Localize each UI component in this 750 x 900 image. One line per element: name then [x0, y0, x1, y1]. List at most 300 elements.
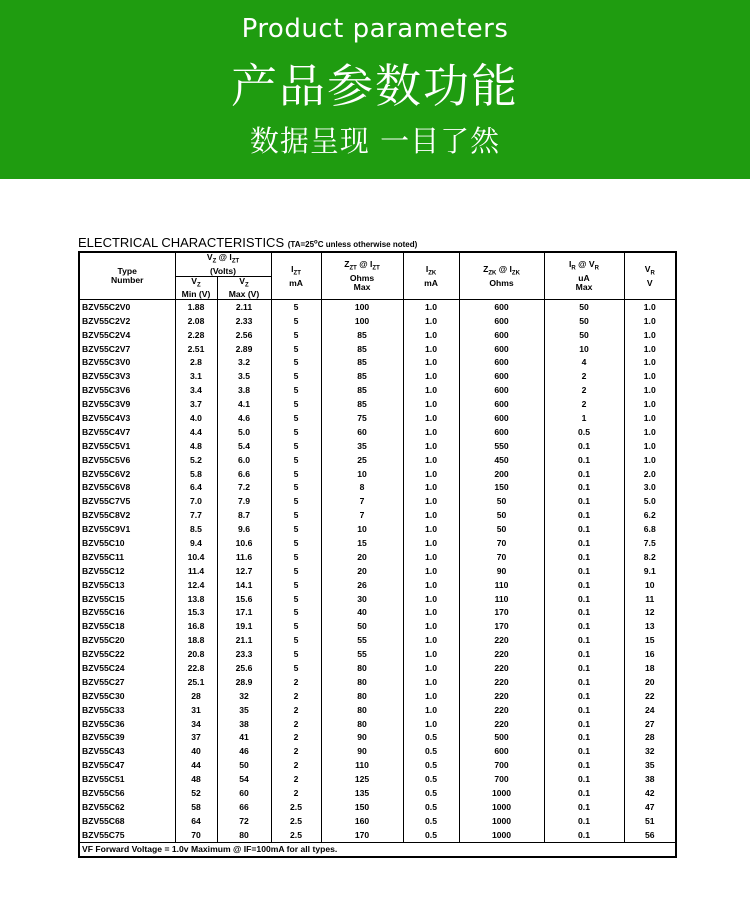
table-row — [79, 592, 676, 606]
cell-type: BZV55C18 — [79, 620, 175, 634]
cell-vz-max: 5.4 — [217, 439, 271, 453]
cell-vr: 1.0 — [624, 425, 676, 439]
table-row — [79, 537, 676, 551]
cell-zzt: 90 — [321, 731, 403, 745]
cell-izk: 1.0 — [403, 564, 459, 578]
cell-type: BZV55C12 — [79, 564, 175, 578]
cell-vr: 38 — [624, 773, 676, 787]
cell-izk: 1.0 — [403, 550, 459, 564]
cell-vz-min: 31 — [175, 703, 217, 717]
cell-zzk: 70 — [459, 550, 544, 564]
cell-izk: 1.0 — [403, 606, 459, 620]
cell-vz-max: 38 — [217, 717, 271, 731]
cell-zzt: 85 — [321, 384, 403, 398]
cell-izt: 5 — [271, 398, 321, 412]
cell-izt: 5 — [271, 606, 321, 620]
cell-vr: 51 — [624, 814, 676, 828]
cell-type: BZV55C10 — [79, 537, 175, 551]
cell-izt: 5 — [271, 342, 321, 356]
cell-vr: 27 — [624, 717, 676, 731]
cell-izk: 1.0 — [403, 412, 459, 426]
cell-vz-max: 10.6 — [217, 537, 271, 551]
cell-vz-min: 2.28 — [175, 328, 217, 342]
cell-izt: 5 — [271, 550, 321, 564]
cell-izk: 1.0 — [403, 634, 459, 648]
table-row — [79, 675, 676, 689]
cell-izk: 1.0 — [403, 384, 459, 398]
cell-ir: 0.1 — [544, 606, 624, 620]
cell-zzt: 10 — [321, 467, 403, 481]
cell-izt: 5 — [271, 328, 321, 342]
cell-zzt: 15 — [321, 537, 403, 551]
table-row — [79, 606, 676, 620]
cell-type: BZV55C47 — [79, 759, 175, 773]
cell-type: BZV55C62 — [79, 801, 175, 815]
cell-izt: 5 — [271, 662, 321, 676]
cell-vz-max: 2.56 — [217, 328, 271, 342]
table-row — [79, 717, 676, 731]
cell-zzt: 26 — [321, 578, 403, 592]
col-zzk: $Z_{ZK}$ @ $I_{ZK}$ Ohms — [459, 252, 544, 300]
cell-zzk: 600 — [459, 425, 544, 439]
col-vz-min: $V_Z$ Min (V) — [175, 276, 217, 300]
cell-vr: 6.2 — [624, 509, 676, 523]
cell-izk: 0.5 — [403, 745, 459, 759]
cell-zzk: 220 — [459, 717, 544, 731]
cell-vr: 2.0 — [624, 467, 676, 481]
cell-vz-max: 9.6 — [217, 523, 271, 537]
cell-vz-min: 6.4 — [175, 481, 217, 495]
cell-vz-min: 4.8 — [175, 439, 217, 453]
cell-vz-min: 20.8 — [175, 648, 217, 662]
table-row — [79, 814, 676, 828]
cell-izk: 1.0 — [403, 689, 459, 703]
cell-vr: 56 — [624, 828, 676, 842]
cell-vz-min: 28 — [175, 689, 217, 703]
cell-ir: 0.1 — [544, 495, 624, 509]
cell-izk: 1.0 — [403, 481, 459, 495]
cell-izt: 5 — [271, 370, 321, 384]
cell-vz-max: 2.11 — [217, 300, 271, 314]
cell-izk: 1.0 — [403, 648, 459, 662]
table-row — [79, 398, 676, 412]
cell-izk: 1.0 — [403, 300, 459, 314]
cell-izt: 5 — [271, 537, 321, 551]
cell-vr: 1.0 — [624, 412, 676, 426]
cell-zzk: 1000 — [459, 814, 544, 828]
cell-vr: 15 — [624, 634, 676, 648]
cell-vz-min: 5.8 — [175, 467, 217, 481]
cell-izk: 1.0 — [403, 578, 459, 592]
cell-vz-min: 11.4 — [175, 564, 217, 578]
cell-izt: 5 — [271, 648, 321, 662]
cell-type: BZV55C39 — [79, 731, 175, 745]
cell-izt: 5 — [271, 620, 321, 634]
cell-zzk: 1000 — [459, 787, 544, 801]
cell-vz-min: 40 — [175, 745, 217, 759]
table-row — [79, 662, 676, 676]
table-row — [79, 745, 676, 759]
cell-vz-max: 8.7 — [217, 509, 271, 523]
cell-zzk: 220 — [459, 634, 544, 648]
table-row — [79, 412, 676, 426]
cell-vz-max: 2.33 — [217, 314, 271, 328]
cell-type: BZV55C2V4 — [79, 328, 175, 342]
cell-izt: 2.5 — [271, 828, 321, 842]
cell-type: BZV55C2V2 — [79, 314, 175, 328]
cell-vz-min: 10.4 — [175, 550, 217, 564]
cell-vz-min: 22.8 — [175, 662, 217, 676]
cell-ir: 0.1 — [544, 731, 624, 745]
cell-vz-min: 64 — [175, 814, 217, 828]
cell-zzt: 160 — [321, 814, 403, 828]
banner-title-cn: 产品参数功能 — [231, 59, 519, 113]
cell-izk: 1.0 — [403, 537, 459, 551]
cell-izt: 5 — [271, 439, 321, 453]
cell-zzt: 80 — [321, 703, 403, 717]
cell-vz-min: 58 — [175, 801, 217, 815]
cell-vz-min: 7.0 — [175, 495, 217, 509]
cell-ir: 0.1 — [544, 759, 624, 773]
cell-zzt: 80 — [321, 662, 403, 676]
cell-zzk: 500 — [459, 731, 544, 745]
cell-vr: 10 — [624, 578, 676, 592]
cell-type: BZV55C5V6 — [79, 453, 175, 467]
table-body — [79, 300, 676, 843]
cell-vz-max: 12.7 — [217, 564, 271, 578]
cell-vz-max: 35 — [217, 703, 271, 717]
table-row — [79, 773, 676, 787]
cell-ir: 0.1 — [544, 662, 624, 676]
table-heading — [78, 235, 675, 251]
cell-zzt: 100 — [321, 300, 403, 314]
cell-vz-min: 44 — [175, 759, 217, 773]
cell-vz-min: 16.8 — [175, 620, 217, 634]
col-vz-max: $V_Z$ Max (V) — [217, 276, 271, 300]
cell-vr: 1.0 — [624, 328, 676, 342]
cell-izt: 5 — [271, 412, 321, 426]
cell-ir: 0.1 — [544, 453, 624, 467]
cell-izk: 1.0 — [403, 523, 459, 537]
cell-ir: 0.1 — [544, 801, 624, 815]
cell-zzt: 85 — [321, 398, 403, 412]
cell-vr: 20 — [624, 675, 676, 689]
cell-izk: 1.0 — [403, 370, 459, 384]
cell-ir: 0.1 — [544, 634, 624, 648]
cell-vr: 8.2 — [624, 550, 676, 564]
cell-zzt: 85 — [321, 342, 403, 356]
cell-zzk: 110 — [459, 578, 544, 592]
cell-zzt: 100 — [321, 314, 403, 328]
cell-izk: 0.5 — [403, 828, 459, 842]
cell-zzk: 150 — [459, 481, 544, 495]
cell-vz-max: 17.1 — [217, 606, 271, 620]
cell-izt: 2.5 — [271, 814, 321, 828]
cell-vr: 22 — [624, 689, 676, 703]
cell-vz-max: 6.6 — [217, 467, 271, 481]
cell-zzk: 600 — [459, 314, 544, 328]
cell-izt: 2 — [271, 675, 321, 689]
cell-zzk: 50 — [459, 523, 544, 537]
table-row — [79, 453, 676, 467]
cell-ir: 50 — [544, 328, 624, 342]
col-group-vz: $V_Z$ @ $I_{ZT}$ (Volts) — [175, 252, 271, 276]
cell-type: BZV55C6V8 — [79, 481, 175, 495]
cell-zzk: 170 — [459, 620, 544, 634]
cell-zzt: 85 — [321, 370, 403, 384]
cell-ir: 50 — [544, 300, 624, 314]
cell-izt: 5 — [271, 495, 321, 509]
cell-ir: 0.1 — [544, 537, 624, 551]
cell-izt: 5 — [271, 564, 321, 578]
table-row — [79, 328, 676, 342]
cell-zzk: 220 — [459, 675, 544, 689]
cell-vz-min: 52 — [175, 787, 217, 801]
electrical-characteristics-table — [78, 251, 677, 858]
cell-izt: 2 — [271, 759, 321, 773]
cell-ir: 0.1 — [544, 675, 624, 689]
cell-ir: 0.1 — [544, 481, 624, 495]
cell-vz-max: 3.8 — [217, 384, 271, 398]
col-izt: $I_{ZT}$ mA — [271, 252, 321, 300]
cell-type: BZV55C16 — [79, 606, 175, 620]
cell-zzt: 80 — [321, 675, 403, 689]
cell-zzt: 10 — [321, 523, 403, 537]
cell-vz-max: 5.0 — [217, 425, 271, 439]
cell-vz-max: 7.2 — [217, 481, 271, 495]
cell-vr: 28 — [624, 731, 676, 745]
cell-ir: 0.1 — [544, 703, 624, 717]
cell-zzt: 7 — [321, 495, 403, 509]
cell-type: BZV55C4V3 — [79, 412, 175, 426]
cell-vr: 47 — [624, 801, 676, 815]
cell-type: BZV55C7V5 — [79, 495, 175, 509]
cell-ir: 2 — [544, 384, 624, 398]
cell-vr: 7.5 — [624, 537, 676, 551]
cell-vz-max: 4.6 — [217, 412, 271, 426]
cell-izt: 5 — [271, 467, 321, 481]
cell-izk: 1.0 — [403, 467, 459, 481]
cell-vr: 1.0 — [624, 356, 676, 370]
cell-izk: 0.5 — [403, 731, 459, 745]
cell-izt: 2 — [271, 703, 321, 717]
cell-izt: 5 — [271, 578, 321, 592]
col-type-number: Type Number — [79, 252, 175, 300]
cell-zzt: 150 — [321, 801, 403, 815]
cell-izt: 5 — [271, 453, 321, 467]
cell-ir: 4 — [544, 356, 624, 370]
cell-zzt: 30 — [321, 592, 403, 606]
cell-zzk: 600 — [459, 745, 544, 759]
cell-ir: 0.1 — [544, 717, 624, 731]
cell-zzt: 40 — [321, 606, 403, 620]
table-row — [79, 523, 676, 537]
cell-ir: 0.1 — [544, 592, 624, 606]
cell-izk: 0.5 — [403, 814, 459, 828]
header-banner — [0, 0, 750, 179]
cell-izt: 5 — [271, 592, 321, 606]
table-row — [79, 578, 676, 592]
cell-vr: 1.0 — [624, 439, 676, 453]
table-row — [79, 356, 676, 370]
cell-izt: 5 — [271, 481, 321, 495]
cell-zzk: 1000 — [459, 801, 544, 815]
cell-ir: 0.1 — [544, 578, 624, 592]
cell-ir: 50 — [544, 314, 624, 328]
cell-izk: 1.0 — [403, 398, 459, 412]
cell-izk: 0.5 — [403, 773, 459, 787]
cell-vr: 1.0 — [624, 453, 676, 467]
cell-ir: 0.1 — [544, 564, 624, 578]
forward-voltage-note: VF Forward Voltage = 1.0v Maximum @ IF=100mA for all types. — [79, 843, 676, 858]
cell-zzt: 170 — [321, 828, 403, 842]
cell-vr: 1.0 — [624, 314, 676, 328]
cell-zzt: 80 — [321, 689, 403, 703]
cell-type: BZV55C8V2 — [79, 509, 175, 523]
cell-zzk: 220 — [459, 648, 544, 662]
cell-izt: 5 — [271, 425, 321, 439]
cell-vr: 16 — [624, 648, 676, 662]
cell-vz-max: 2.89 — [217, 342, 271, 356]
cell-izk: 1.0 — [403, 328, 459, 342]
cell-izt: 2 — [271, 717, 321, 731]
table-row — [79, 759, 676, 773]
table-row — [79, 439, 676, 453]
cell-type: BZV55C3V6 — [79, 384, 175, 398]
cell-zzt: 75 — [321, 412, 403, 426]
cell-izt: 2 — [271, 773, 321, 787]
banner-subtitle: 数据呈现 一目了然 — [249, 124, 501, 158]
cell-zzk: 220 — [459, 703, 544, 717]
cell-zzt: 7 — [321, 509, 403, 523]
cell-vz-max: 32 — [217, 689, 271, 703]
cell-izk: 1.0 — [403, 717, 459, 731]
cell-vr: 35 — [624, 759, 676, 773]
table-row — [79, 564, 676, 578]
cell-vz-min: 18.8 — [175, 634, 217, 648]
table-row — [79, 620, 676, 634]
table-row — [79, 634, 676, 648]
banner-title-en: Product parameters — [241, 14, 509, 44]
cell-vz-min: 15.3 — [175, 606, 217, 620]
cell-izk: 0.5 — [403, 759, 459, 773]
cell-vz-min: 3.4 — [175, 384, 217, 398]
cell-zzk: 50 — [459, 509, 544, 523]
cell-izk: 1.0 — [403, 495, 459, 509]
table-row — [79, 467, 676, 481]
cell-zzk: 90 — [459, 564, 544, 578]
cell-izt: 5 — [271, 523, 321, 537]
cell-vr: 13 — [624, 620, 676, 634]
table-row — [79, 314, 676, 328]
cell-type: BZV55C2V7 — [79, 342, 175, 356]
cell-vz-max: 41 — [217, 731, 271, 745]
cell-type: BZV55C3V9 — [79, 398, 175, 412]
cell-zzk: 450 — [459, 453, 544, 467]
cell-vr: 1.0 — [624, 300, 676, 314]
cell-izk: 1.0 — [403, 592, 459, 606]
cell-vz-min: 2.8 — [175, 356, 217, 370]
cell-izt: 5 — [271, 300, 321, 314]
cell-vr: 42 — [624, 787, 676, 801]
cell-vr: 11 — [624, 592, 676, 606]
cell-zzk: 600 — [459, 300, 544, 314]
cell-vr: 32 — [624, 745, 676, 759]
cell-vr: 6.8 — [624, 523, 676, 537]
cell-vz-max: 28.9 — [217, 675, 271, 689]
cell-vz-max: 15.6 — [217, 592, 271, 606]
cell-ir: 2 — [544, 370, 624, 384]
cell-izk: 1.0 — [403, 453, 459, 467]
cell-zzt: 60 — [321, 425, 403, 439]
cell-vr: 1.0 — [624, 342, 676, 356]
cell-zzt: 55 — [321, 648, 403, 662]
cell-vz-max: 46 — [217, 745, 271, 759]
cell-type: BZV55C30 — [79, 689, 175, 703]
table-row — [79, 300, 676, 314]
table-row — [79, 801, 676, 815]
table-heading-condition: ($TA=25^oC$ unless otherwise noted) — [287, 239, 418, 249]
cell-vz-max: 7.9 — [217, 495, 271, 509]
cell-ir: 0.1 — [544, 620, 624, 634]
cell-ir: 10 — [544, 342, 624, 356]
cell-zzt: 25 — [321, 453, 403, 467]
cell-ir: 0.1 — [544, 439, 624, 453]
cell-izt: 5 — [271, 356, 321, 370]
table-row — [79, 425, 676, 439]
cell-zzk: 70 — [459, 537, 544, 551]
cell-vz-max: 3.5 — [217, 370, 271, 384]
cell-zzk: 170 — [459, 606, 544, 620]
cell-vz-max: 72 — [217, 814, 271, 828]
table-heading-main: ELECTRICAL CHARACTERISTICS — [78, 235, 285, 250]
cell-izk: 1.0 — [403, 314, 459, 328]
cell-vr: 5.0 — [624, 495, 676, 509]
cell-izk: 1.0 — [403, 675, 459, 689]
cell-izt: 2 — [271, 689, 321, 703]
cell-izt: 2.5 — [271, 801, 321, 815]
cell-vz-min: 2.08 — [175, 314, 217, 328]
cell-ir: 0.1 — [544, 828, 624, 842]
cell-ir: 0.1 — [544, 509, 624, 523]
cell-vz-min: 25.1 — [175, 675, 217, 689]
cell-vz-min: 2.51 — [175, 342, 217, 356]
cell-zzk: 700 — [459, 773, 544, 787]
cell-ir: 0.1 — [544, 648, 624, 662]
cell-type: BZV55C9V1 — [79, 523, 175, 537]
cell-vz-min: 5.2 — [175, 453, 217, 467]
cell-type: BZV55C20 — [79, 634, 175, 648]
cell-izk: 1.0 — [403, 662, 459, 676]
cell-zzt: 85 — [321, 328, 403, 342]
cell-vr: 1.0 — [624, 398, 676, 412]
cell-vz-max: 14.1 — [217, 578, 271, 592]
cell-izt: 2 — [271, 731, 321, 745]
cell-zzt: 20 — [321, 550, 403, 564]
cell-ir: 0.1 — [544, 773, 624, 787]
cell-ir: 1 — [544, 412, 624, 426]
cell-vz-min: 48 — [175, 773, 217, 787]
cell-izt: 5 — [271, 384, 321, 398]
table-row — [79, 495, 676, 509]
cell-vz-max: 11.6 — [217, 550, 271, 564]
cell-zzt: 80 — [321, 717, 403, 731]
cell-ir: 2 — [544, 398, 624, 412]
cell-zzt: 55 — [321, 634, 403, 648]
table-row — [79, 370, 676, 384]
cell-zzk: 600 — [459, 342, 544, 356]
cell-vz-max: 6.0 — [217, 453, 271, 467]
